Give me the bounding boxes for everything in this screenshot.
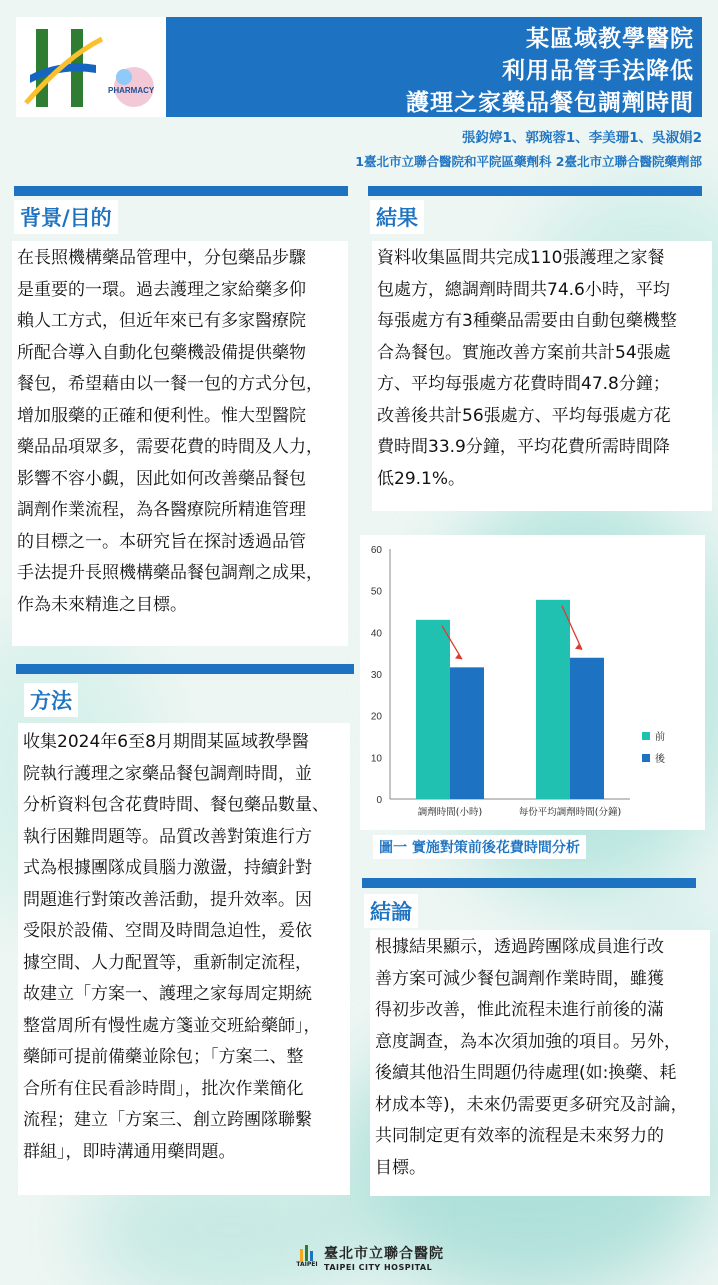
- bar-前: [416, 620, 450, 799]
- results-line: 低29.1%。: [377, 468, 466, 489]
- y-tick-label: 60: [370, 545, 382, 556]
- methods-line: 故建立「方案一、護理之家每周定期統: [23, 984, 312, 1004]
- legend-label: 後: [655, 754, 665, 765]
- background-line: 在長照機構藥品管理中，分包藥品步驟: [17, 248, 306, 268]
- conclusion-line: 意度調查，為本次須加強的項目。另外，: [375, 1031, 681, 1052]
- bar-chart: [360, 535, 705, 830]
- affiliations: 1臺北市立聯合醫院和平院區藥劑科 2臺北市立聯合醫院藥劑部: [355, 154, 702, 169]
- results-text: [372, 241, 712, 511]
- bar-後: [450, 667, 484, 799]
- background-line: 餐包，希望藉由以一餐一包的方式分包，: [17, 374, 323, 394]
- legend-label: 前: [655, 732, 665, 743]
- section-bar-conclusion: [362, 878, 696, 888]
- methods-line: 整當周所有慢性處方箋並交班給藥師」，: [23, 1015, 321, 1036]
- bar-前: [536, 600, 570, 799]
- authors: 張鈞婷1、郭琬蓉1、李美珊1、吳淑娟2: [461, 130, 702, 146]
- section-bar-methods: [16, 664, 354, 674]
- hospital-emblem-icon: [296, 1245, 318, 1271]
- y-tick-label: 50: [370, 586, 382, 598]
- background-line: 的目標之一。本研究旨在探討透過品管: [17, 531, 306, 552]
- methods-line: 合所有住民看診時間」，批次作業簡化: [23, 1078, 304, 1099]
- background-line: 手法提升長照機構藥品餐包調劑之成果，: [17, 563, 323, 583]
- background-line: 藥品品項眾多，需要花費的時間及人力，: [17, 437, 323, 457]
- section-title-results: 結果: [370, 200, 424, 234]
- section-title-background: 背景/目的: [14, 200, 118, 234]
- methods-line: 流程；建立「方案三、創立跨團隊聯繫: [23, 1110, 312, 1130]
- chart-background: [360, 535, 705, 830]
- hospital-pharmacy-logo: [16, 17, 166, 117]
- title-line-2: 利用品管手法降低: [502, 58, 694, 84]
- y-tick-label: 20: [370, 711, 382, 723]
- results-line: 包處方，總調劑時間共74.6小時，平均: [377, 279, 670, 300]
- footer-name-cn: 臺北市立聯合醫院: [324, 1246, 444, 1262]
- methods-line: 受限於設備、空間及時間急迫性，爰依: [23, 921, 312, 941]
- section-title-methods: 方法: [24, 683, 78, 717]
- background-line: 調劑作業流程，為各醫療院所精進管理: [17, 500, 306, 520]
- legend-swatch: [642, 732, 650, 740]
- background-line: 影響不容小覷，因此如何改善藥品餐包: [17, 468, 306, 489]
- methods-line: 據空間、人力配置等，重新制定流程，: [23, 952, 312, 973]
- conclusion-line: 得初步改善，惟此流程未進行前後的滿: [375, 1000, 664, 1020]
- results-line: 每張處方有3種藥品需要由自動包藥機整: [377, 311, 677, 331]
- background-text: [12, 241, 348, 646]
- results-line: 費時間33.9分鐘，平均花費所需時間降: [377, 437, 670, 457]
- legend-swatch: [642, 754, 650, 762]
- background-line: 賴人工方式，但近年來已有多家醫療院: [17, 311, 306, 331]
- svg-text:PHARMACY: PHARMACY: [108, 86, 155, 95]
- y-tick-label: 0: [376, 795, 382, 806]
- y-tick-label: 40: [370, 628, 382, 640]
- methods-line: 問題進行對策改善活動，提升效率。因: [23, 889, 312, 910]
- conclusion-line: 材成本等)，未來仍需要更多研究及討論，: [375, 1094, 688, 1115]
- bar-後: [570, 658, 604, 799]
- conclusion-line: 目標。: [375, 1157, 426, 1178]
- figure-caption: 圖一 實施對策前後花費時間分析: [373, 835, 586, 859]
- methods-line: 藥師可提前備藥並除包；「方案二、整: [23, 1047, 304, 1067]
- conclusion-line: 後續其他沿生問題仍待處理(如:換藥、耗: [375, 1063, 677, 1083]
- x-tick-label: 調劑時間(小時): [417, 807, 483, 818]
- section-bar-background: [14, 186, 348, 196]
- background-line: 所配合導入自動化包藥機設備提供藥物: [17, 342, 306, 363]
- results-line: 方、平均每張處方花費時間47.8分鐘；: [377, 374, 670, 394]
- y-tick-label: 10: [370, 753, 382, 765]
- methods-line: 分析資料包含花費時間、餐包藥品數量、: [23, 795, 329, 815]
- conclusion-line: 善方案可減少餐包調劑作業時間，雖獲: [375, 968, 664, 989]
- footer-logo: [296, 1243, 444, 1272]
- section-bar-results: [368, 186, 702, 196]
- methods-line: 群組」，即時溝通用藥問題。: [23, 1141, 236, 1162]
- x-tick-label: 每份平均調劑時間(分鐘): [518, 807, 622, 818]
- emblem-label: TAIPEI: [296, 1260, 318, 1268]
- results-line: 合為餐包。實施改善方案前共計54張處: [377, 342, 671, 363]
- conclusion-line: 根據結果顯示，透過跨團隊成員進行改: [375, 937, 664, 957]
- methods-text: [18, 723, 350, 1195]
- conclusion-line: 共同制定更有效率的流程是未來努力的: [375, 1126, 664, 1146]
- methods-line: 執行困難問題等。品質改善對策進行方: [23, 826, 312, 847]
- title-line-3: 護理之家藥品餐包調劑時間: [406, 90, 694, 116]
- title-line-1: 某區域教學醫院: [526, 26, 694, 52]
- background-line: 作為未來精進之目標。: [17, 594, 187, 615]
- background-line: 增加服藥的正確和便利性。惟大型醫院: [17, 405, 306, 426]
- y-tick-label: 30: [370, 670, 382, 681]
- footer-name-en: TAIPEI CITY HOSPITAL: [324, 1263, 433, 1272]
- methods-line: 式為根據團隊成員腦力激盪，持續針對: [23, 858, 312, 878]
- title-banner: [16, 17, 702, 117]
- results-line: 資料收集區間共完成110張護理之家餐: [377, 248, 665, 268]
- results-line: 改善後共計56張處方、平均每張處方花: [377, 405, 671, 426]
- methods-line: 院執行護理之家藥品餐包調劑時間，並: [23, 763, 312, 784]
- methods-line: 收集2024年6至8月期間某區域教學醫: [23, 732, 309, 752]
- conclusion-text: [370, 930, 710, 1196]
- background-line: 是重要的一環。過去護理之家給藥多仰: [17, 279, 306, 300]
- section-title-conclusion: 結論: [364, 894, 418, 928]
